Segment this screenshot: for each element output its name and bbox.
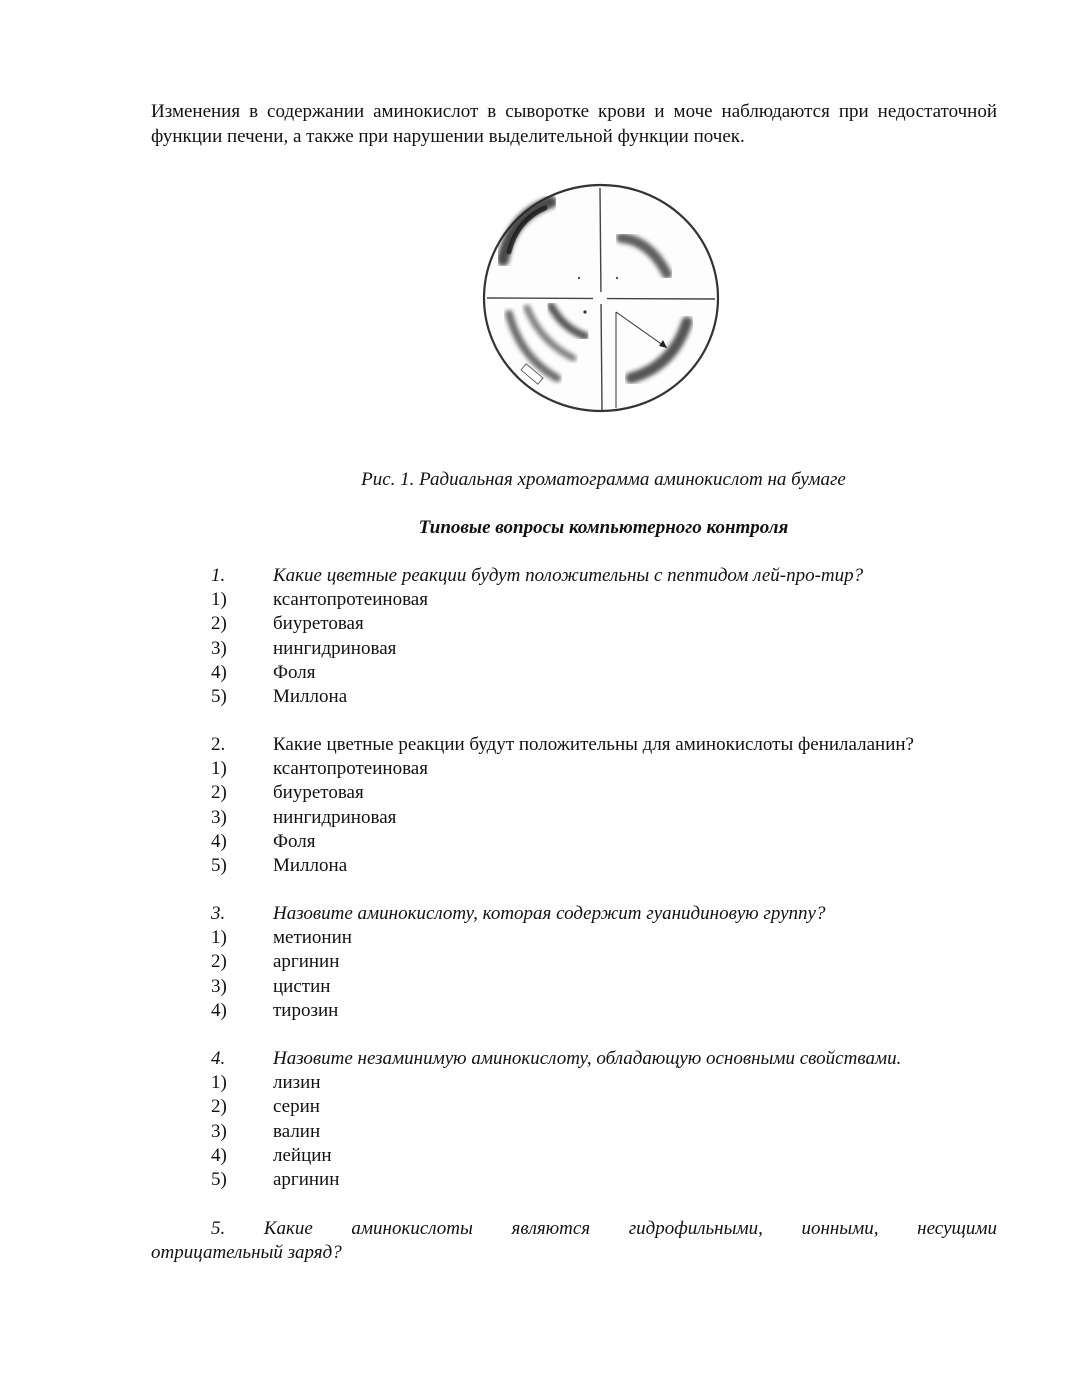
- question-number: 1.: [211, 565, 226, 586]
- option-number: 1): [211, 1072, 227, 1094]
- question-block: [0, 733, 1071, 878]
- figure-caption: Рис. 1. Радиальная хроматограмма аминокислот на бумаге: [361, 469, 846, 490]
- question-word: гидрофильными,: [628, 1218, 763, 1239]
- question-block: [0, 902, 1071, 1023]
- option-number: 3): [211, 975, 227, 997]
- option-number: 3): [211, 637, 227, 659]
- option-number: 2): [211, 782, 227, 804]
- option-number: 3): [211, 1120, 227, 1142]
- option-number: 4): [211, 999, 227, 1021]
- option-text: лизин: [273, 1072, 321, 1094]
- option-number: 4): [211, 1144, 227, 1166]
- option-text: биуретовая: [273, 613, 364, 635]
- question-number: 4.: [211, 1048, 226, 1069]
- option-text: цистин: [273, 975, 331, 997]
- option-text: ксантопротеиновая: [273, 589, 428, 611]
- option-text: тирозин: [273, 999, 339, 1021]
- option-text: серин: [273, 1096, 320, 1118]
- question-block-5: [151, 1217, 997, 1265]
- question-number: 3.: [211, 903, 226, 924]
- section-title: Типовые вопросы компьютерного контроля: [418, 517, 789, 538]
- option-text: аргинин: [273, 951, 340, 973]
- question-text: Какие цветные реакции будут положительны для аминокислоты фенилаланин?: [273, 734, 914, 755]
- option-text: лейцин: [273, 1144, 332, 1166]
- option-text: Миллона: [273, 685, 348, 707]
- option-number: 1): [211, 589, 227, 611]
- question-number: 5.: [211, 1218, 226, 1239]
- question-block: [0, 1047, 1071, 1192]
- question-word: Какие: [263, 1218, 313, 1239]
- option-number: 5): [211, 854, 227, 876]
- option-number: 1): [211, 927, 227, 949]
- question-block: [0, 564, 1071, 709]
- option-number: 4): [211, 661, 227, 683]
- question-text: Назовите незаминимую аминокислоту, обладающую основными свойствами.: [273, 1048, 902, 1069]
- question-word: аминокислоты: [351, 1218, 473, 1239]
- option-text: метионин: [273, 927, 352, 949]
- option-number: 1): [211, 758, 227, 780]
- option-number: 5): [211, 685, 227, 707]
- question-text: Какие цветные реакции будут положительны с пептидом лей-про-тир?: [273, 565, 864, 586]
- option-number: 3): [211, 806, 227, 828]
- question-word: несущими: [917, 1218, 997, 1239]
- option-text: ксантопротеиновая: [273, 758, 428, 780]
- question-number: 2.: [211, 734, 226, 755]
- option-text: Миллона: [273, 854, 348, 876]
- question-word: ионными,: [801, 1218, 879, 1239]
- question-word: являются: [511, 1218, 591, 1239]
- option-text: аргинин: [273, 1168, 340, 1190]
- option-text: валин: [273, 1120, 321, 1142]
- option-number: 4): [211, 830, 227, 852]
- option-text: нингидриновая: [273, 637, 397, 659]
- chromatogram-figure: [481, 182, 721, 414]
- option-text: биуретовая: [273, 782, 364, 804]
- option-text: нингидриновая: [273, 806, 397, 828]
- option-number: 2): [211, 1096, 227, 1118]
- question-text-continuation: отрицательный заряд?: [151, 1242, 342, 1263]
- option-text: Фоля: [273, 661, 316, 683]
- intro-paragraph: Изменения в содержании аминокислот в сыворотке крови и моче наблюдаются при недостаточной функции печени, а также при нарушении выделительной функции почек.: [151, 101, 997, 147]
- option-number: 2): [211, 613, 227, 635]
- option-number: 2): [211, 951, 227, 973]
- option-number: 5): [211, 1168, 227, 1190]
- option-text: Фоля: [273, 830, 316, 852]
- question-text: Назовите аминокислоту, которая содержит гуанидиновую группу?: [273, 903, 826, 924]
